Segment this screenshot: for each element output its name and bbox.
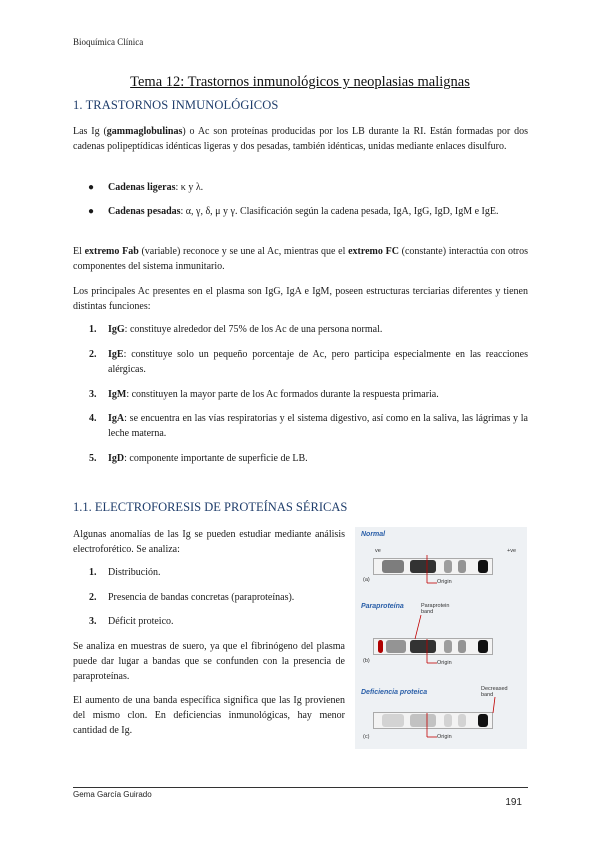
figure-panel-a: (a) [363,577,370,583]
increase-paragraph: El aumento de una banda específica significa que las Ig provienen del mismo clon. En deficiencias inmunológicas, hay menor cantidad de Ig. [73,695,345,736]
figure-paraprotein-band-label: Paraprotein band [421,603,450,615]
serum-paragraph: Se analiza en muestras de suero, ya que el fibrinógeno del plasma puede dar lugar a bandas que se confunden con la presencia de paraproteínas. [73,641,345,682]
figure-label-paraprotein: Paraproteína [361,603,404,610]
electro-intro: Algunas anomalías de las Ig se pueden estudiar mediante análisis electroforético. Se analiza: [73,529,345,555]
plasma-paragraph: Los principales Ac presentes en el plasma son IgG, IgA e IgM, poseen estructuras terciarias diferentes y tienen distintas funciones: [73,286,528,312]
figure-panel-c: (c) [363,734,370,740]
figure-label-normal: Normal [361,531,386,538]
figure-origin-label: Origin [437,579,452,585]
subsection-heading: 1.1. ELECTROFORESIS DE PROTEÍNAS SÉRICAS [73,500,348,514]
figure-decreased-band-label: Decreased band [481,686,508,698]
figure-plus-label: +ve [507,548,517,554]
figure-label-deficiency: Deficiencia proteica [361,689,428,696]
page-number: 191 [505,797,522,808]
intro-paragraph: Las Ig (gammaglobulinas) o Ac son proteínas producidas por los LB durante la RI. Están formadas por dos cadenas polipeptídicas idénticas ligeras y dos pesadas, también idénticas, unidas mediante enlaces disulfuro. [73,126,528,152]
figure-origin-label: Origin [437,734,452,740]
figure-annotation-lines [355,527,527,749]
electrophoresis-figure [355,527,527,749]
running-header: Bioquímica Clínica [73,37,144,47]
chapter-title: Tema 12: Trastornos inmunológicos y neoplasias malignas [130,74,470,90]
figure-minus-label: ve [375,548,381,554]
fab-paragraph: El extremo Fab (variable) reconoce y se une al Ac, mientras que el extremo FC (constante) interactúa con otros componentes del sistema inmunitario. [73,246,529,272]
footer-divider [73,787,528,788]
figure-origin-label: Origin [437,660,452,666]
section-heading: 1. TRASTORNOS INMUNOLÓGICOS [73,98,279,112]
figure-panel-b: (b) [363,658,370,664]
footer-author: Gema García Guirado [73,790,152,799]
